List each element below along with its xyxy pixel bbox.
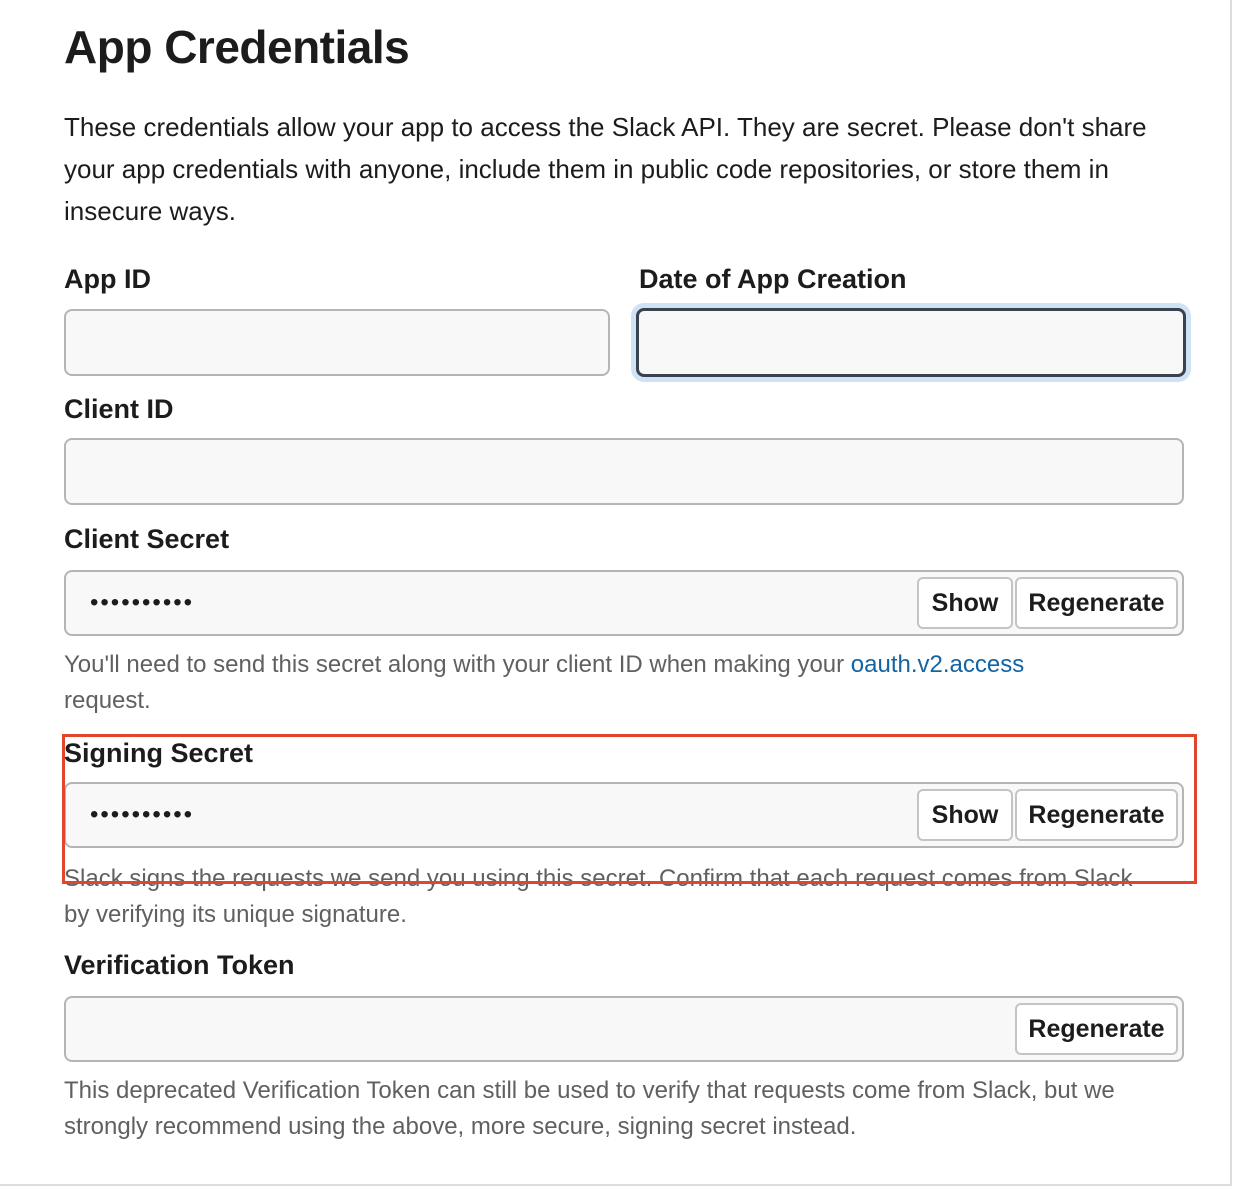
client-secret-input[interactable] bbox=[64, 570, 1184, 636]
client-secret-help bbox=[64, 647, 1184, 719]
client-secret-regenerate-button[interactable]: Regenerate bbox=[1015, 577, 1178, 629]
client-id-input[interactable] bbox=[64, 438, 1184, 505]
verification-token-label: Verification Token bbox=[64, 950, 295, 980]
signing-secret-label: Signing Secret bbox=[64, 738, 254, 768]
app-id-input[interactable] bbox=[64, 309, 610, 376]
client-secret-show-button[interactable]: Show bbox=[917, 577, 1013, 629]
date-of-app-creation-label: Date of App Creation bbox=[639, 264, 907, 294]
client-secret-help-text: You'll need to send this secret along with your client ID when making your bbox=[64, 651, 851, 678]
oauth-access-link[interactable]: oauth.v2.access bbox=[850, 651, 1025, 678]
verification-token-help: This deprecated Verification Token can still be used to verify that requests come from Slack, but we strongly recommend using the above, more secure, signing secret instead. bbox=[64, 1077, 1115, 1140]
signing-secret-help: Slack signs the requests we send you using this secret. Confirm that each request comes from Slack by verifying its unique signature. bbox=[64, 865, 1133, 928]
page-intro: These credentials allow your app to access the Slack API. They are secret. Please don't share your app credentials with anyone, include them in public code repositories, or store them in insecure ways. bbox=[64, 112, 1147, 226]
signing-secret-show-button[interactable]: Show bbox=[917, 789, 1013, 841]
verification-token-regenerate-button[interactable]: Regenerate bbox=[1015, 1003, 1178, 1055]
client-secret-masked-value: •••••••••• bbox=[90, 589, 195, 616]
page-title: App Credentials bbox=[64, 21, 410, 73]
client-secret-help-text-end: request. bbox=[64, 687, 151, 714]
verification-token-input[interactable] bbox=[64, 996, 1184, 1062]
signing-secret-highlight-annotation bbox=[62, 734, 1197, 884]
signing-secret-regenerate-button[interactable]: Regenerate bbox=[1015, 789, 1178, 841]
client-secret-label: Client Secret bbox=[64, 524, 230, 554]
date-of-app-creation-input[interactable] bbox=[636, 308, 1186, 377]
signing-secret-masked-value: •••••••••• bbox=[90, 801, 195, 828]
app-id-label: App ID bbox=[64, 264, 151, 294]
client-id-label: Client ID bbox=[64, 394, 174, 424]
